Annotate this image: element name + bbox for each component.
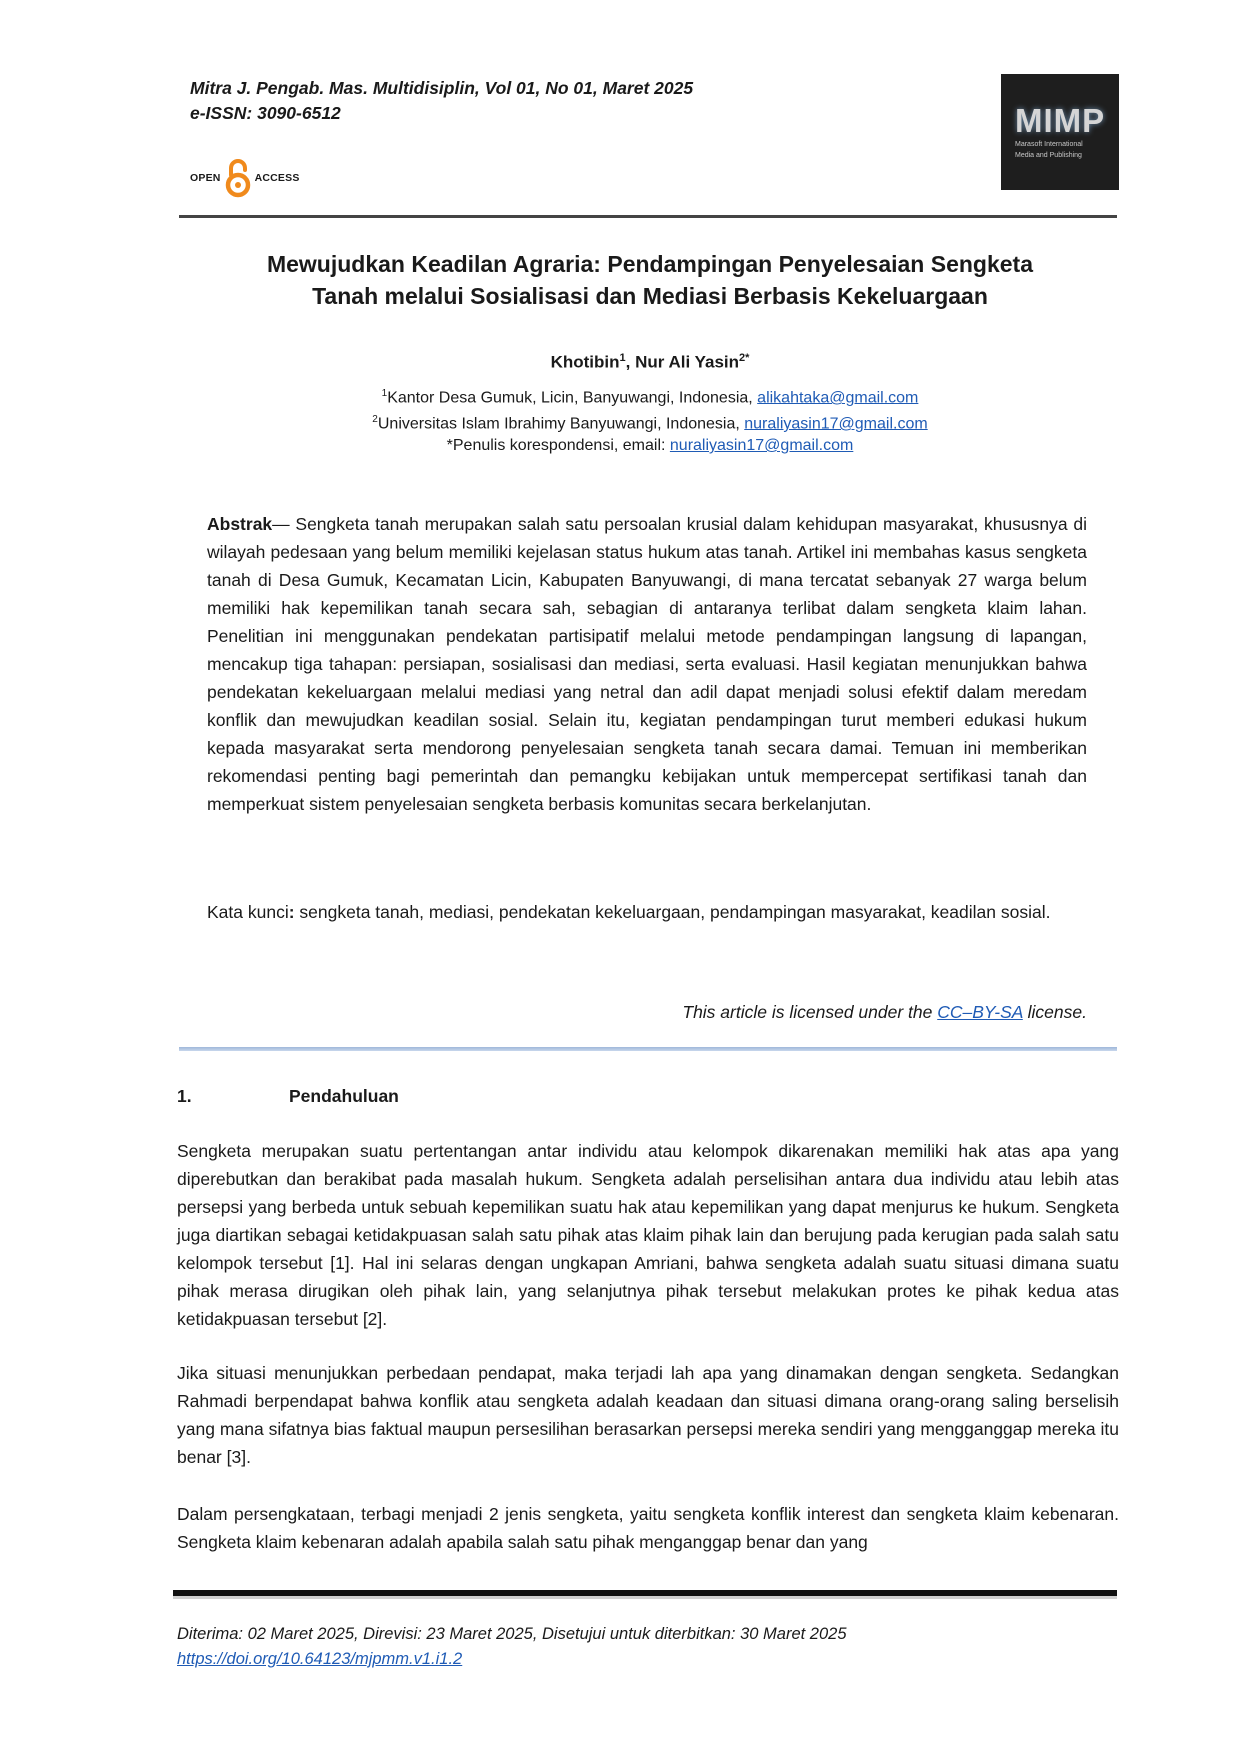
abstract-text: — Sengketa tanah merupakan salah satu persoalan krusial dalam kehidupan masyarakat, khususnya di wilayah pedesaan yang belum memiliki kejelasan status hukum atas tanah. Artikel ini membahas kasus sengketa tanah di Desa Gumuk, Kecamatan Licin, Kabupaten Banyuwangi, di mana tercatat sebanyak 27 warga belum memiliki hak kepemilikan tanah secara sah, sebagian di antaranya terlibat dalam sengketa klaim lahan. Penelitian ini menggunakan pendekatan partisipatif melalui metode pendampingan langsung di lapangan, mencakup tiga tahapan: persiapan, sosialisasi dan mediasi, serta evaluasi. Hasil kegiatan menunjukkan bahwa pendekatan kekeluargaan melalui mediasi yang netral dan adil dapat menjadi solusi efektif dalam meredam konflik dan mewujudkan keadilan sosial. Selain itu, kegiatan pendampingan turut memberi edukasi hukum kepada masyarakat serta mendorong penyelesaian sengketa tanah secara damai. Temuan ini memberikan rekomendasi penting bagi pemerintah dan pemangku kebijakan untuk mempercepat sertifikasi tanah dan memperkuat sistem penyelesaian sengketa berbasis komunitas secara berkelanjutan. (207, 514, 1087, 814)
author-superscript: 2* (739, 352, 750, 364)
email-link[interactable]: nuraliyasin17@gmail.com (744, 415, 928, 433)
body-paragraph: Sengketa merupakan suatu pertentangan antar individu atau kelompok dikarenakan memiliki hak atas apa yang diperebutkan dan berakibat pada masalah hukum. Sengketa adalah perselisihan antara dua individu atau lebih atas persepsi yang berbeda untuk sebuah kepemilikan suatu hak atau kepemilikan yang dapat menjurus ke hukum. Sengketa juga diartikan sebagai ketidakpuasan salah satu pihak atas klaim pihak lain dan berujung pada kerugian pada salah satu kelompok tersebut [1]. Hal ini selaras dengan ungkapan Amriani, bahwa sengketa adalah suatu situasi dimana suatu pihak merasa dirugikan oleh pihak lain, yang selanjutnya pihak tersebut melakukan protes ke pihak kedua atas ketidakpuasan tersebut [2]. (177, 1141, 1119, 1329)
publication-dates: Diterima: 02 Maret 2025, Direvisi: 23 Maret 2025, Disetujui untuk diterbitkan: 30 Maret 2025 (177, 1625, 847, 1643)
open-access-badge (190, 158, 300, 198)
open-lock-icon (223, 158, 253, 198)
paper-title (180, 248, 1120, 312)
corresponding-author (180, 435, 1120, 457)
author-separator: , (625, 352, 636, 372)
issn: e-ISSN: 3090-6512 (190, 103, 341, 123)
abstract-divider (179, 1047, 1117, 1051)
section-heading (177, 1086, 399, 1107)
affiliation-1 (180, 383, 1120, 409)
journal-citation: Mitra J. Pengab. Mas. Multidisiplin, Vol 01, No 01, Maret 2025 (190, 78, 694, 98)
affiliation-text: Universitas Islam Ibrahimy Banyuwangi, Indonesia, (377, 415, 745, 433)
open-access-label-right: ACCESS (254, 172, 300, 184)
license-text: This article is licensed under the (682, 1002, 938, 1022)
license-text-end: license. (1022, 1002, 1087, 1022)
doi-link[interactable]: https://doi.org/10.64123/mjpmm.v1.i1.2 (177, 1650, 463, 1668)
license-notice (207, 1002, 1087, 1023)
keywords-text: sengketa tanah, mediasi, pendekatan kekeluargaan, pendampingan masyarakat, keadilan sosial. (294, 902, 1051, 922)
license-link[interactable]: CC–BY-SA (937, 1002, 1023, 1022)
section-number: 1. (177, 1086, 192, 1106)
publisher-logo-text: MIMP (1015, 102, 1106, 139)
publisher-logo-sub1: Marasoft International (1015, 141, 1083, 148)
keywords-colon: : (288, 902, 295, 922)
abstract (207, 510, 1087, 818)
body-paragraph: Dalam persengkataan, terbagi menjadi 2 jenis sengketa, yaitu sengketa konflik interest dan sengketa klaim kebenaran. Sengketa klaim kebenaran adalah apabila salah satu pihak menganggap benar dan yang (177, 1504, 1119, 1552)
body-paragraph: Jika situasi menunjukkan perbedaan pendapat, maka terjadi lah apa yang dinamakan dengan sengketa. Sedangkan Rahmadi berpendapat bahwa konflik atau sengketa adalah keadaan dan situasi dimana orang-orang saling berselisih yang mana sifatnya bias faktual maupun persesilihan berasarkan persepsi mereka sendiri yang mengganggap mereka itu benar [3]. (177, 1363, 1119, 1467)
author-name: Khotibin (550, 352, 620, 372)
author-superscript: 1 (619, 352, 626, 364)
abstract-label: Abstrak (207, 514, 273, 534)
author-list (180, 352, 1120, 373)
publisher-logo (1001, 74, 1119, 190)
affiliation-superscript: 2 (372, 414, 378, 425)
header-divider (179, 215, 1117, 218)
paper-title-line1: Mewujudkan Keadilan Agraria: Pendampingan Penyelesaian Sengketa (266, 251, 1034, 277)
journal-header (190, 76, 693, 126)
affiliation-text: *Penulis korespondensi, email: (446, 437, 670, 454)
paper-title-line2: Tanah melalui Sosialisasi dan Mediasi Berbasis Kekeluargaan (312, 283, 988, 309)
keywords-label: Kata kunci (207, 902, 289, 922)
email-link[interactable]: nuraliyasin17@gmail.com (669, 437, 854, 454)
section-title: Pendahuluan (289, 1086, 399, 1106)
author-name: Nur Ali Yasin (635, 352, 740, 372)
keywords (207, 898, 1087, 926)
footer-divider (173, 1590, 1117, 1596)
affiliation-superscript: 1 (381, 388, 388, 399)
publisher-logo-sub2: Media and Publishing (1015, 152, 1082, 159)
affiliation-2 (180, 409, 1120, 435)
open-access-label-left: OPEN (190, 172, 221, 184)
email-link[interactable]: alikahtaka@gmail.com (757, 389, 919, 407)
footer (177, 1622, 847, 1672)
affiliation-text: Kantor Desa Gumuk, Licin, Banyuwangi, Indonesia, (387, 389, 758, 407)
